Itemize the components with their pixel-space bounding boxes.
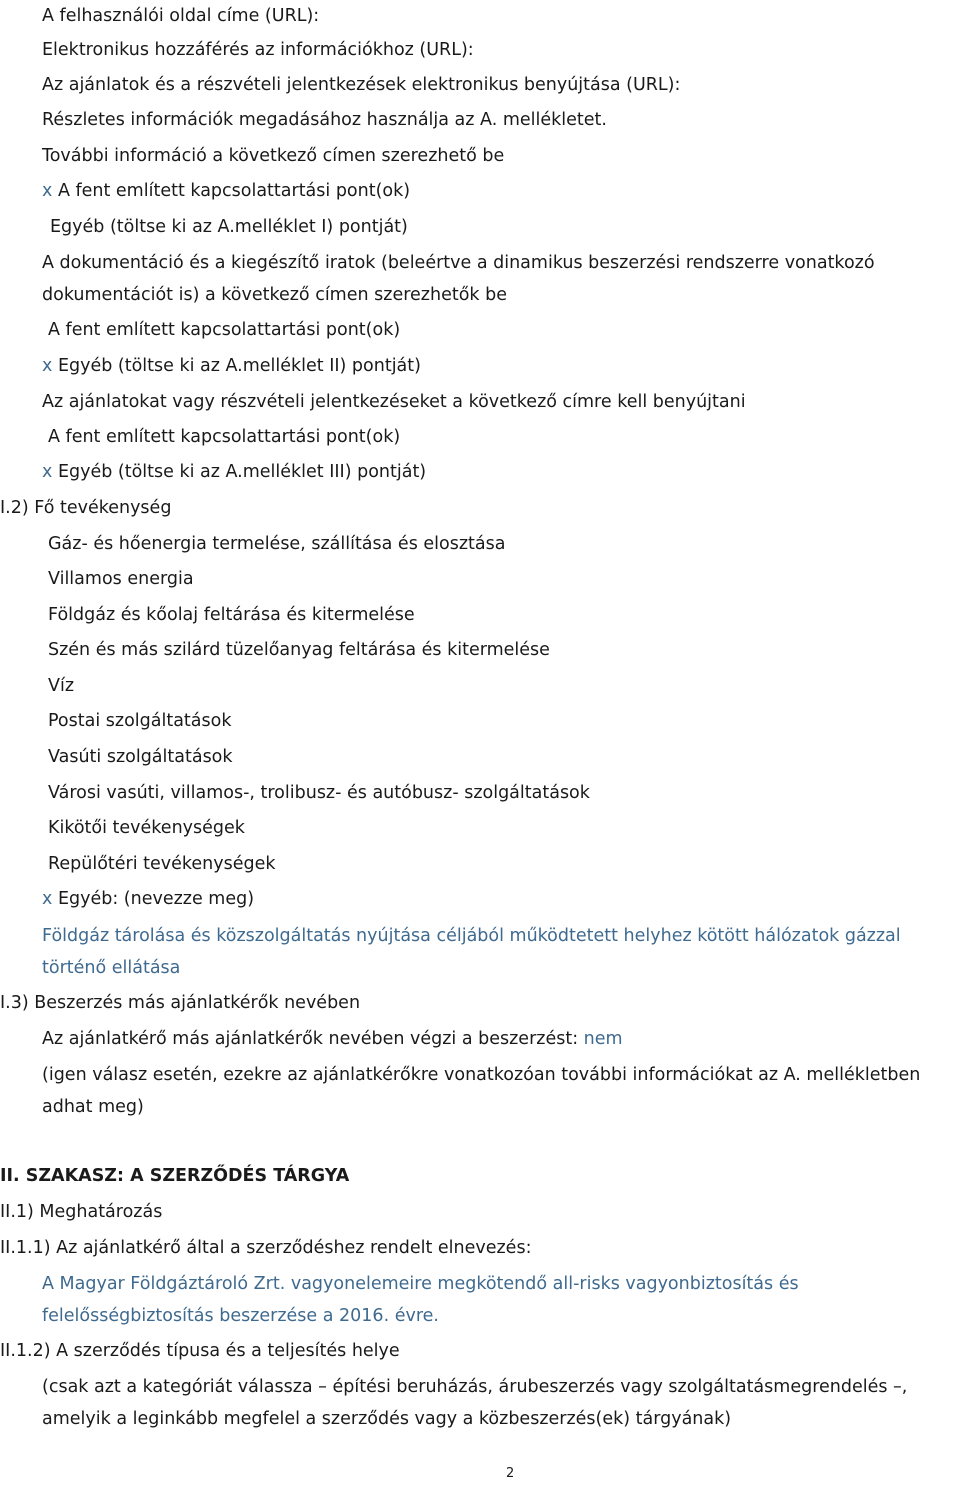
docs-heading-line1: A dokumentáció és a kiegészítő iratok (beleértve a dinamikus beszerzési rendszerre vonatkozó [42, 253, 875, 273]
activity-item: Városi vasúti, villamos-, trolibusz- és autóbusz- szolgáltatások [48, 783, 590, 803]
submit-heading: Az ajánlatokat vagy részvételi jelentkezéseket a következő címre kell benyújtani [42, 392, 746, 412]
submit-option-other-label: Egyéb (töltse ki az A.melléklet III) pontját) [57, 462, 427, 482]
behalf-question-label: Az ajánlatkérő más ajánlatkérők nevében végzi a beszerzést: [42, 1029, 579, 1049]
checkmark-icon: x [42, 356, 53, 376]
url-submission-label: Az ajánlatok és a részvételi jelentkezések elektronikus benyújtása (URL): [42, 75, 681, 95]
page-number: 2 [506, 1466, 515, 1481]
contract-type-heading: II.1.2) A szerződés típusa és a teljesítés helye [0, 1341, 400, 1361]
activity-other [42, 887, 254, 911]
activity-item: Villamos energia [48, 569, 194, 589]
url-electronic-access-label: Elektronikus hozzáférés az információkhoz (URL): [42, 40, 474, 60]
behalf-heading: I.3) Beszerzés más ajánlatkérők nevében [0, 993, 361, 1013]
docs-option-contact-point: A fent említett kapcsolattartási pont(ok) [48, 320, 401, 340]
contract-type-note-line1: (csak azt a kategóriát válassza – építési beruházás, árubeszerzés vagy szolgáltatásmegrendelés –, [42, 1377, 908, 1397]
activity-item: Postai szolgáltatások [48, 711, 232, 731]
main-activity-heading: I.2) Fő tevékenység [0, 498, 172, 518]
activity-item: Kikötői tevékenységek [48, 818, 245, 838]
activity-item: Földgáz és kőolaj feltárása és kitermelése [48, 605, 415, 625]
contract-name-line1: A Magyar Földgáztároló Zrt. vagyonelemeire megkötendő all-risks vagyonbiztosítás és [42, 1274, 799, 1294]
activity-item: Víz [48, 676, 75, 696]
docs-heading-line2: dokumentációt is) a következő címen szerezhetők be [42, 285, 507, 305]
info-option-contact-point-label: A fent említett kapcsolattartási pont(ok) [57, 181, 411, 201]
docs-option-other-label: Egyéb (töltse ki az A.melléklet II) pontját) [57, 356, 421, 376]
behalf-note-line2: adhat meg) [42, 1097, 144, 1117]
section-title: II. SZAKASZ: A SZERZŐDÉS TÁRGYA [0, 1166, 350, 1186]
checkmark-icon: x [42, 889, 53, 909]
activity-item: Gáz- és hőenergia termelése, szállítása és elosztása [48, 534, 506, 554]
activity-item: Repülőtéri tevékenységek [48, 854, 276, 874]
checkmark-icon: x [42, 462, 53, 482]
activity-item: Vasúti szolgáltatások [48, 747, 233, 767]
contract-name-heading: II.1.1) Az ajánlatkérő által a szerződéshez rendelt elnevezés: [0, 1238, 532, 1258]
behalf-question [42, 1027, 623, 1051]
checkmark-icon: x [42, 181, 53, 201]
info-option-other: Egyéb (töltse ki az A.melléklet I) pontját) [50, 217, 408, 237]
info-option-contact-point [42, 179, 410, 203]
contract-type-note-line2: amelyik a leginkább megfelel a szerződés vagy a közbeszerzés(ek) tárgyának) [42, 1409, 732, 1429]
activity-other-value-line1: Földgáz tárolása és közszolgáltatás nyújtása céljából működtetett helyhez kötött hálózatok gázzal [42, 926, 901, 946]
info-heading: További információ a következő címen szerezhető be [42, 146, 505, 166]
url-user-page-label: A felhasználói oldal címe (URL): [42, 6, 320, 26]
docs-option-other [42, 354, 421, 378]
submit-option-contact-point: A fent említett kapcsolattartási pont(ok) [48, 427, 401, 447]
activity-other-value-line2: történő ellátása [42, 958, 181, 978]
definition-heading: II.1) Meghatározás [0, 1202, 163, 1222]
activity-item: Szén és más szilárd tüzelőanyag feltárása és kitermelése [48, 640, 550, 660]
behalf-answer: nem [583, 1029, 623, 1049]
behalf-note-line1: (igen válasz esetén, ezekre az ajánlatkérőkre vonatkozóan további információkat az A. mellékletben [42, 1065, 921, 1085]
submit-option-other [42, 460, 426, 484]
url-annex-note: Részletes információk megadásához használja az A. mellékletet. [42, 110, 607, 130]
activity-other-label: Egyéb: (nevezze meg) [57, 889, 255, 909]
contract-name-line2: felelősségbiztosítás beszerzése a 2016. évre. [42, 1306, 439, 1326]
